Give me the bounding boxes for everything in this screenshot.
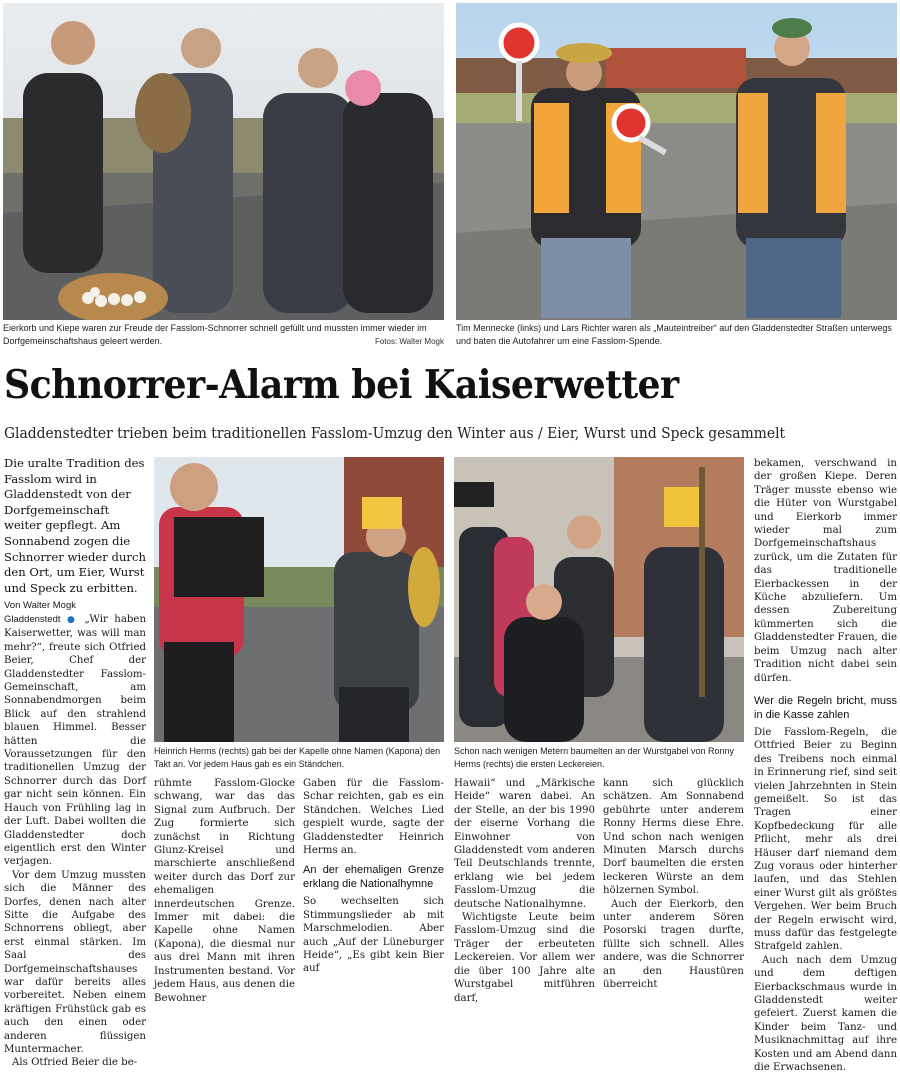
col3-paragraph-1: Gaben für die Fasslom-Schar reichten, gab es ein Ständchen. Welches Lied gespielt wurde, sagte der Gladdenstedter Heinrich Herms an. [303,778,444,857]
caption-photo3: Heinrich Herms (rechts) gab bei der Kapelle ohne Namen (Kapona) den Takt an. Vor jedem Haus gab es ein Ständchen. [154,746,441,769]
col6-paragraph-1: bekamen, verschwand in der großen Kiepe. Deren Träger musste ebenso wie die Hüter von Wurstgabel und Eierkorb immer wieder mal zum Dorfgemeinschaftshaus zurück, um die Zutaten für das traditionelle Eierbackessen in der Küche abzuliefern. Um dessen Zubereitung kümmerten sich die Gladdenstedter Frauen, die beim Umzug nach alter Tradition nicht dabei sein dürfen. [754,458,897,684]
col4-paragraph-1: Hawaii“ und „Märkische Heide“ waren dabei. An der Stelle, an der bis 1990 der eiserne Vorhang die Einwohner von Gladdenstedt vom anderen Teil Deutschlands trennte, erklang wie bei jedem Fasslom-Umzug die deutsche Nationalhymne. [454,778,595,910]
caption-photo2: Tim Mennecke (links) und Lars Richter waren als „Mauteintreiber“ auf den Gladdenstedter Straßen unterwegs und baten die Autofahrer um eine Fasslom-Spende. [456,323,892,346]
caption-photo1: Eierkorb und Kiepe waren zur Freude der Fasslom-Schnorrer schnell gefüllt und mussten immer wieder im Dorfgemeinschaftshaus geleert werden. [3,323,427,346]
article-column-3 [303,777,444,976]
subheadline: Gladdenstedter trieben beim traditionellen Fasslom-Umzug den Winter aus / Eier, Wurst und Speck gesammelt [4,426,786,442]
col6-paragraph-3: Auch nach dem Umzug und dem deftigen Eierbackschmaus wurde in Gladdenstedt weiter gefeiert. Zuerst kamen die Kinder beim Tanz- und Musiknachmittag auf ihre Kosten und am Abend dann die Erwachsenen. [754,954,897,1074]
headline: Schnorrer-Alarm bei Kaiserwetter [4,362,679,408]
photo-mauteintreiber [456,3,897,320]
subtitle-grenze: An der ehemaligen Grenze erklang die Nationalhymne [303,864,444,891]
col4-paragraph-2: Wichtigste Leute beim Fasslom-Umzug sind die Träger der erbeuteten Leckereien. Vor allem wer die über 100 Jahre alte Wurstgabel mitführen darf, [454,912,595,1004]
dateline-dot-icon: ● [66,615,79,625]
article-column-6 [754,457,897,1074]
col2-paragraph-1: rühmte Fasslom-Glocke schwang, war das das Signal zum Aufbruch. Der Zug formierte sich zunächst in Richtung Glunz-Kreisel und marschierte anschließend weiter durch das Dorf zur ehemaligen innerdeutschen Grenze. Immer mit dabei: die Kapelle ohne Namen (Kapona), die diesmal nur aus drei Mann mit ihren Instrumenten bestand. Vor jedem Haus, aus denen die Bewohner [154,778,295,1004]
col5-paragraph-2: Auch der Eierkorb, den unter anderem Sören Posorski tragen durfte, füllte sich schnell. Alles andere, was die Schnorrer an den Haustüren überreicht [603,898,744,991]
col3-paragraph-2: So wechselten sich Stimmungslieder ab mit Marschmelodien. Aber auch „Auf der Lüneburger Heide“, „Es gibt kein Bier auf [303,896,444,975]
photo-schnorrer-eggs [3,3,444,320]
col1-paragraph-2: Vor dem Umzug mussten sich die Männer des Dorfes, denen nach alter Sitte die Aufgabe des Schnorrens obliegt, aber erst einmal stärken. Im Saal des Dorfgemeinschaftshauses war dafür bereits alles vorbereitet. Neben einem kräftigen Frühstück gab es auch den einen oder anderen flüssigen Muntermacher. [4,869,146,1055]
photo-kapelle [154,457,444,742]
article-column-5 [603,777,744,992]
byline: Von Walter Mogk [4,600,76,611]
photo-wurstgabel [454,457,744,742]
subtitle-regeln: Wer die Regeln bricht, muss in die Kasse zahlen [754,694,897,721]
col5-paragraph-1: kann sich glücklich schätzen. Am Sonnabend gebührte unter anderem Ronny Herms diese Ehre. Und schon nach wenigen Minuten Marsch durchs Dorf baumelten die ersten leckeren Würste an dem hölzernen Symbol. [603,778,744,897]
dateline: Gladdenstedt [4,614,61,625]
article-column-2 [154,777,295,1005]
article-column-1 [4,613,146,1070]
col1-paragraph-3: Als Otfried Beier die be- [12,1057,138,1069]
article-column-4 [454,777,595,1005]
col6-paragraph-2: Die Fasslom-Regeln, die Ottfried Beier zu Beginn des Treibens noch einmal in Erinnerung rief, sind seit vielen Jahrzehnten in Stein gemeißelt. So ist das Tragen einer Kopfbedeckung für alle Pflicht, mehr als drei Häuser darf niemand dem Zug voraus oder hinterher laufen, und das Stehlen einer Wurst gilt als größtes Vergehen. Wer beim Bruch der Regeln erwischt wird, muss dafür das festgelegte Strafgeld zahlen. [754,726,897,953]
col1-paragraph-1: „Wir haben Kaiserwetter, was will man mehr?“, freute sich Otfried Beier, Chef der Gladdenstedter Fasslom-Gemeinschaft, am Sonnabendmorgen beim Blick auf den strahlend blauen Himmel. Besser hätten die Voraussetzungen für den traditionellen Umzug der Schnorrer durch das Dorf gar nicht sein können. Ein Hauch von Frühling lag in der Luft. Dabei wollten die Gladdenstedter doch eigentlich erst den Winter verjagen. [4,614,147,868]
lead-paragraph: Die uralte Tradition des Fasslom wird in Gladdenstedt von der Dorfgemeinschaft weiter gepflegt. Am Sonnabend zogen die Schnorrer wieder durch den Ort, um Eier, Wurst und Speck zu erbitten. [4,456,146,595]
caption-photo4: Schon nach wenigen Metern baumelten an der Wurstgabel von Ronny Herms (rechts) die ersten Leckereien. [454,746,735,769]
photo-credit: Fotos: Walter Mogk [374,337,444,346]
